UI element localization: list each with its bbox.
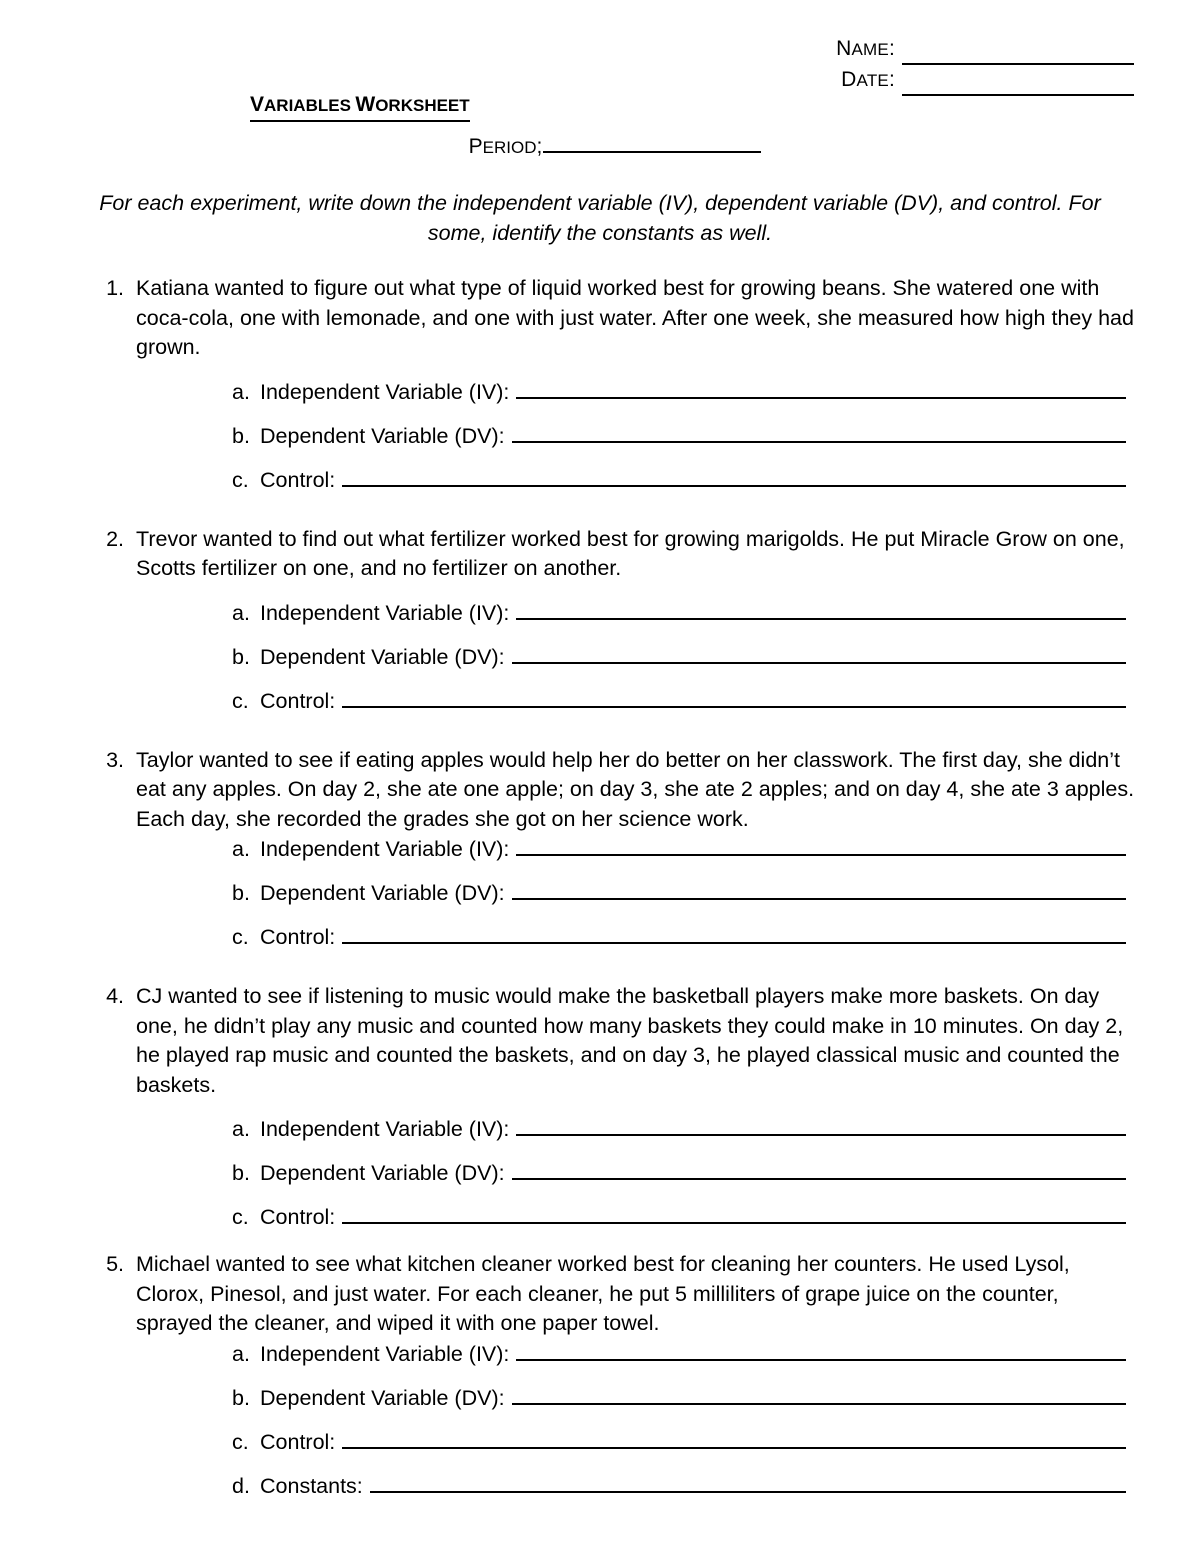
sub-letter: a. (232, 1341, 250, 1366)
question-number: 4. (106, 984, 124, 1008)
answer-row-constants (136, 1471, 1138, 1501)
dv-label: Dependent Variable (DV): (260, 1385, 505, 1410)
iv-blank-line[interactable] (516, 381, 1126, 399)
answer-blanks (136, 834, 1138, 952)
name-label: NAME: (836, 37, 895, 60)
sub-letter: a. (232, 1117, 250, 1141)
question-item (62, 982, 1138, 1232)
question-text: Taylor wanted to see if eating apples would help her do better on her classwork. The first day, she didn’t eat any apples. On day 2, she ate one apple; on day 3, she ate 2 apples; and on day 4, she ate 3 apples. Each day, she recorded the grades she got on her science work. (136, 747, 1135, 831)
period-blank-line[interactable] (543, 134, 761, 153)
date-label: DATE: (841, 68, 895, 91)
answer-row-iv (136, 834, 1138, 864)
question-item (62, 274, 1138, 495)
answer-row-dv (136, 1383, 1138, 1413)
answer-row-control (136, 922, 1138, 952)
control-label: Control: (260, 467, 336, 492)
dv-blank-line[interactable] (512, 1162, 1126, 1180)
spacer (62, 716, 1138, 746)
sub-letter: c. (232, 688, 249, 713)
name-row (836, 34, 1134, 65)
iv-blank-line[interactable] (516, 1343, 1126, 1361)
control-blank-line[interactable] (342, 469, 1126, 487)
iv-label: Independent Variable (IV): (260, 1117, 510, 1141)
dv-label: Dependent Variable (DV): (260, 1161, 505, 1185)
iv-label: Independent Variable (IV): (260, 379, 510, 404)
sub-letter: c. (232, 467, 249, 492)
header-fields (62, 34, 1134, 96)
answer-row-control (136, 465, 1138, 495)
iv-label: Independent Variable (IV): (260, 1341, 510, 1366)
period-label: PERIOD; (468, 135, 543, 158)
answer-row-dv (136, 642, 1138, 672)
answer-blanks (136, 1114, 1138, 1232)
answer-row-iv (136, 377, 1138, 407)
answer-blanks (136, 377, 1138, 495)
sub-letter: c. (232, 925, 249, 949)
answer-row-control (136, 1427, 1138, 1457)
sub-letter: a. (232, 379, 250, 404)
spacer (62, 1232, 1138, 1250)
sub-letter: b. (232, 881, 250, 905)
sub-letter: d. (232, 1473, 250, 1498)
question-text: CJ wanted to see if listening to music would make the basketball players make more baskets. On day one, he didn’t play any music and counted how many baskets they could make in 10 minutes. On day 2, he played rap music and counted the baskets, and on day 3, he played classical music and counted the baskets. (136, 984, 1124, 1097)
answer-row-control (136, 1202, 1138, 1232)
dv-label: Dependent Variable (DV): (260, 881, 505, 905)
control-label: Control: (260, 1205, 336, 1229)
page-title: VARIABLES WORKSHEET (250, 92, 470, 122)
spacer (62, 495, 1138, 525)
sub-letter: a. (232, 837, 250, 861)
sub-letter: b. (232, 644, 250, 669)
sub-letter: b. (232, 423, 250, 448)
sub-letter: c. (232, 1429, 249, 1454)
control-blank-line[interactable] (342, 690, 1126, 708)
sub-letter: b. (232, 1385, 250, 1410)
question-item (62, 525, 1138, 716)
answer-blanks (136, 598, 1138, 716)
question-number: 5. (106, 1252, 124, 1276)
iv-blank-line[interactable] (516, 838, 1126, 856)
answer-row-dv (136, 421, 1138, 451)
answer-blanks (136, 1339, 1138, 1501)
dv-label: Dependent Variable (DV): (260, 423, 505, 448)
answer-row-dv (136, 1158, 1138, 1188)
answer-row-control (136, 686, 1138, 716)
answer-row-iv (136, 598, 1138, 628)
control-label: Control: (260, 925, 336, 949)
dv-blank-line[interactable] (512, 646, 1126, 664)
iv-blank-line[interactable] (516, 602, 1126, 620)
title-row (62, 92, 1138, 126)
answer-row-iv (136, 1339, 1138, 1369)
question-text: Trevor wanted to find out what fertilizer worked best for growing marigolds. He put Miracle Grow on one, Scotts fertilizer on one, and no fertilizer on another. (136, 526, 1125, 580)
sub-letter: c. (232, 1205, 249, 1229)
sub-letter: b. (232, 1161, 250, 1185)
control-label: Control: (260, 688, 336, 713)
control-label: Control: (260, 1429, 336, 1454)
question-text: Michael wanted to see what kitchen cleaner worked best for cleaning her counters. He used Lysol, Clorox, Pinesol, and just water. For each cleaner, he put 5 milliliters of grape juice on the counter, sprayed the cleaner, and wiped it with one paper towel. (136, 1252, 1070, 1335)
answer-row-iv (136, 1114, 1138, 1144)
control-blank-line[interactable] (342, 1206, 1126, 1224)
question-item (62, 746, 1138, 953)
question-number: 3. (106, 747, 124, 772)
questions-list (62, 274, 1138, 1501)
question-item (62, 1250, 1138, 1501)
dv-blank-line[interactable] (512, 425, 1126, 443)
dv-blank-line[interactable] (512, 882, 1126, 900)
control-blank-line[interactable] (342, 926, 1126, 944)
iv-label: Independent Variable (IV): (260, 600, 510, 625)
sub-letter: a. (232, 600, 250, 625)
answer-row-dv (136, 878, 1138, 908)
dv-label: Dependent Variable (DV): (260, 644, 505, 669)
question-number: 2. (106, 526, 124, 551)
iv-blank-line[interactable] (516, 1118, 1126, 1136)
question-text: Katiana wanted to figure out what type of liquid worked best for growing beans. She watered one with coca-cola, one with lemonade, and one with just water. After one week, she measured how high they had grown. (136, 276, 1134, 359)
question-number: 1. (106, 276, 124, 300)
name-blank-line[interactable] (902, 44, 1134, 65)
instructions: For each experiment, write down the independent variable (IV), dependent variable (DV), and control. For some, identify the constants as well. (99, 191, 1101, 245)
iv-label: Independent Variable (IV): (260, 837, 510, 861)
constants-blank-line[interactable] (370, 1475, 1126, 1493)
constants-label: Constants: (260, 1473, 363, 1498)
period-row (62, 134, 1138, 166)
dv-blank-line[interactable] (512, 1387, 1126, 1405)
spacer (62, 952, 1138, 982)
control-blank-line[interactable] (342, 1431, 1126, 1449)
